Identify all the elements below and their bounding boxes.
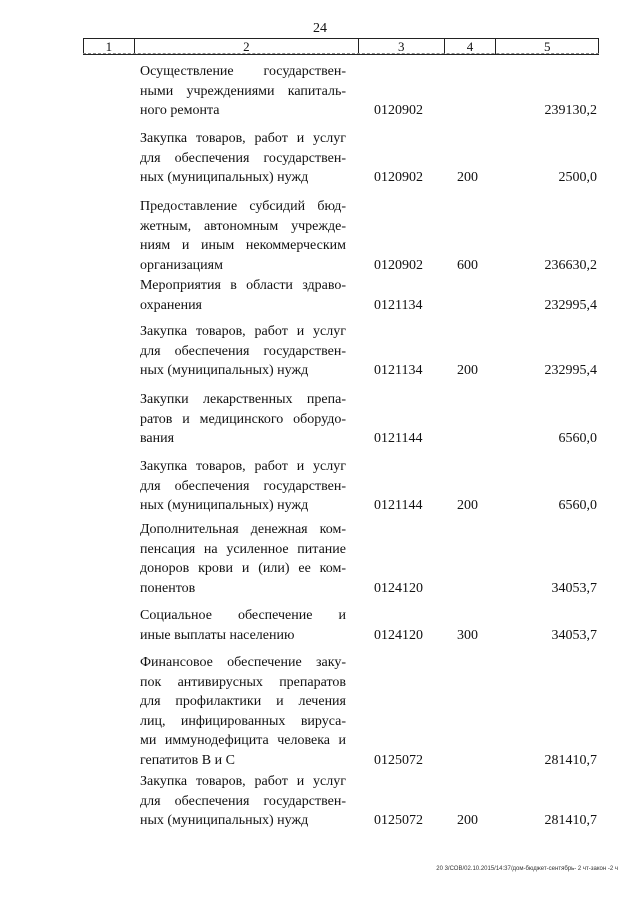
row-description bbox=[140, 62, 346, 121]
description-line: для обеспечения государствен- bbox=[140, 478, 346, 494]
description-line: ных (муниципальных) нужд bbox=[140, 813, 309, 828]
row-description bbox=[140, 772, 346, 831]
page-number: 24 bbox=[313, 21, 327, 36]
description-line: охранения bbox=[140, 297, 202, 313]
description-line: Социальное обеспечение и bbox=[140, 608, 346, 623]
description-line: Финансовое обеспечение заку- bbox=[140, 655, 346, 670]
column-header-5: 5 bbox=[543, 39, 551, 54]
description-line: гепатитов В и С bbox=[140, 752, 235, 768]
description-line: ных (муниципальных) нужд bbox=[140, 363, 309, 378]
row-expense-type: 600 bbox=[457, 257, 478, 273]
description-line: иные выплаты населению bbox=[140, 627, 295, 643]
column-header-2: 2 bbox=[135, 39, 359, 54]
row-amount: 232995,4 bbox=[544, 297, 597, 313]
row-amount: 281410,7 bbox=[544, 813, 597, 828]
row-expense-type: 200 bbox=[457, 170, 478, 185]
description-line: ного ремонта bbox=[140, 103, 220, 118]
description-line: понентов bbox=[140, 580, 196, 596]
column-header-1: 1 bbox=[84, 39, 135, 54]
description-line: пок антивирусных препаратов bbox=[140, 674, 346, 690]
description-line: Закупки лекарственных препа- bbox=[140, 392, 346, 407]
description-line: жетным, автономным учрежде- bbox=[140, 218, 346, 234]
description-line: вания bbox=[140, 431, 175, 446]
description-line: Дополнительная денежная ком- bbox=[140, 522, 346, 537]
row-expense-type: 200 bbox=[457, 363, 478, 378]
row-code: 0120902 bbox=[374, 257, 423, 273]
description-line: ными учреждениями капиталь- bbox=[140, 83, 346, 99]
row-description bbox=[140, 457, 346, 516]
description-line: для обеспечения государствен- bbox=[140, 150, 346, 166]
description-line: ных (муниципальных) нужд bbox=[140, 498, 309, 513]
row-amount: 232995,4 bbox=[544, 363, 597, 378]
row-description bbox=[140, 390, 346, 449]
row-code: 0124120 bbox=[374, 580, 423, 596]
row-expense-type: 200 bbox=[457, 498, 478, 513]
row-expense-type: 300 bbox=[457, 627, 478, 643]
row-code: 0121144 bbox=[374, 431, 423, 446]
row-expense-type: 200 bbox=[457, 813, 478, 828]
header-divider bbox=[83, 53, 599, 54]
row-description bbox=[140, 129, 346, 188]
description-line: для обеспечения государствен- bbox=[140, 343, 346, 359]
description-line: доноров крови и (или) ее ком- bbox=[140, 561, 346, 576]
row-code: 0121144 bbox=[374, 498, 423, 513]
row-code: 0120902 bbox=[374, 170, 423, 185]
row-code: 0125072 bbox=[374, 752, 423, 768]
row-code: 0120902 bbox=[374, 103, 423, 118]
description-line: Предоставление субсидий бюд- bbox=[140, 199, 346, 214]
description-line: организациям bbox=[140, 257, 223, 273]
row-amount: 2500,0 bbox=[558, 170, 597, 185]
description-line: для профилактики и лечения bbox=[140, 694, 346, 709]
description-line: ниям и иным некоммерческим bbox=[140, 238, 346, 253]
row-code: 0121134 bbox=[374, 363, 423, 378]
row-description bbox=[140, 276, 346, 315]
row-amount: 6560,0 bbox=[558, 431, 597, 446]
description-line: Закупка товаров, работ и услуг bbox=[140, 324, 346, 339]
row-code: 0125072 bbox=[374, 813, 423, 828]
row-amount: 6560,0 bbox=[558, 498, 597, 513]
row-code: 0121134 bbox=[374, 297, 423, 313]
description-line: для обеспечения государствен- bbox=[140, 793, 346, 809]
row-amount: 239130,2 bbox=[544, 103, 597, 118]
description-line: Закупка товаров, работ и услуг bbox=[140, 774, 346, 789]
row-description bbox=[140, 606, 346, 645]
row-description bbox=[140, 322, 346, 381]
document-footer: 20 3/СОВ/02.10.2015/14:37/дом-бюджет-сентябрь- 2 чт-закон -2 ч bbox=[436, 866, 618, 872]
description-line: Мероприятия в области здраво- bbox=[140, 278, 346, 293]
description-line: ных (муниципальных) нужд bbox=[140, 170, 309, 185]
row-amount: 236630,2 bbox=[544, 257, 597, 273]
column-header-3: 3 bbox=[359, 39, 445, 54]
description-line: Закупка товаров, работ и услуг bbox=[140, 131, 346, 146]
description-line: ратов и медицинского оборудо- bbox=[140, 411, 346, 427]
description-line: Закупка товаров, работ и услуг bbox=[140, 459, 346, 474]
description-line: пенсация на усиленное питание bbox=[140, 541, 346, 557]
row-description bbox=[140, 197, 346, 275]
row-description bbox=[140, 520, 346, 598]
row-amount: 281410,7 bbox=[544, 752, 597, 768]
row-amount: 34053,7 bbox=[551, 580, 597, 596]
description-line: Осуществление государствен- bbox=[140, 64, 346, 79]
description-line: ми иммунодефицита человека и bbox=[140, 733, 346, 748]
column-header-4: 4 bbox=[445, 39, 497, 54]
row-description bbox=[140, 653, 346, 770]
row-code: 0124120 bbox=[374, 627, 423, 643]
description-line: лиц, инфицированных вируса- bbox=[140, 713, 346, 729]
row-amount: 34053,7 bbox=[551, 627, 597, 643]
